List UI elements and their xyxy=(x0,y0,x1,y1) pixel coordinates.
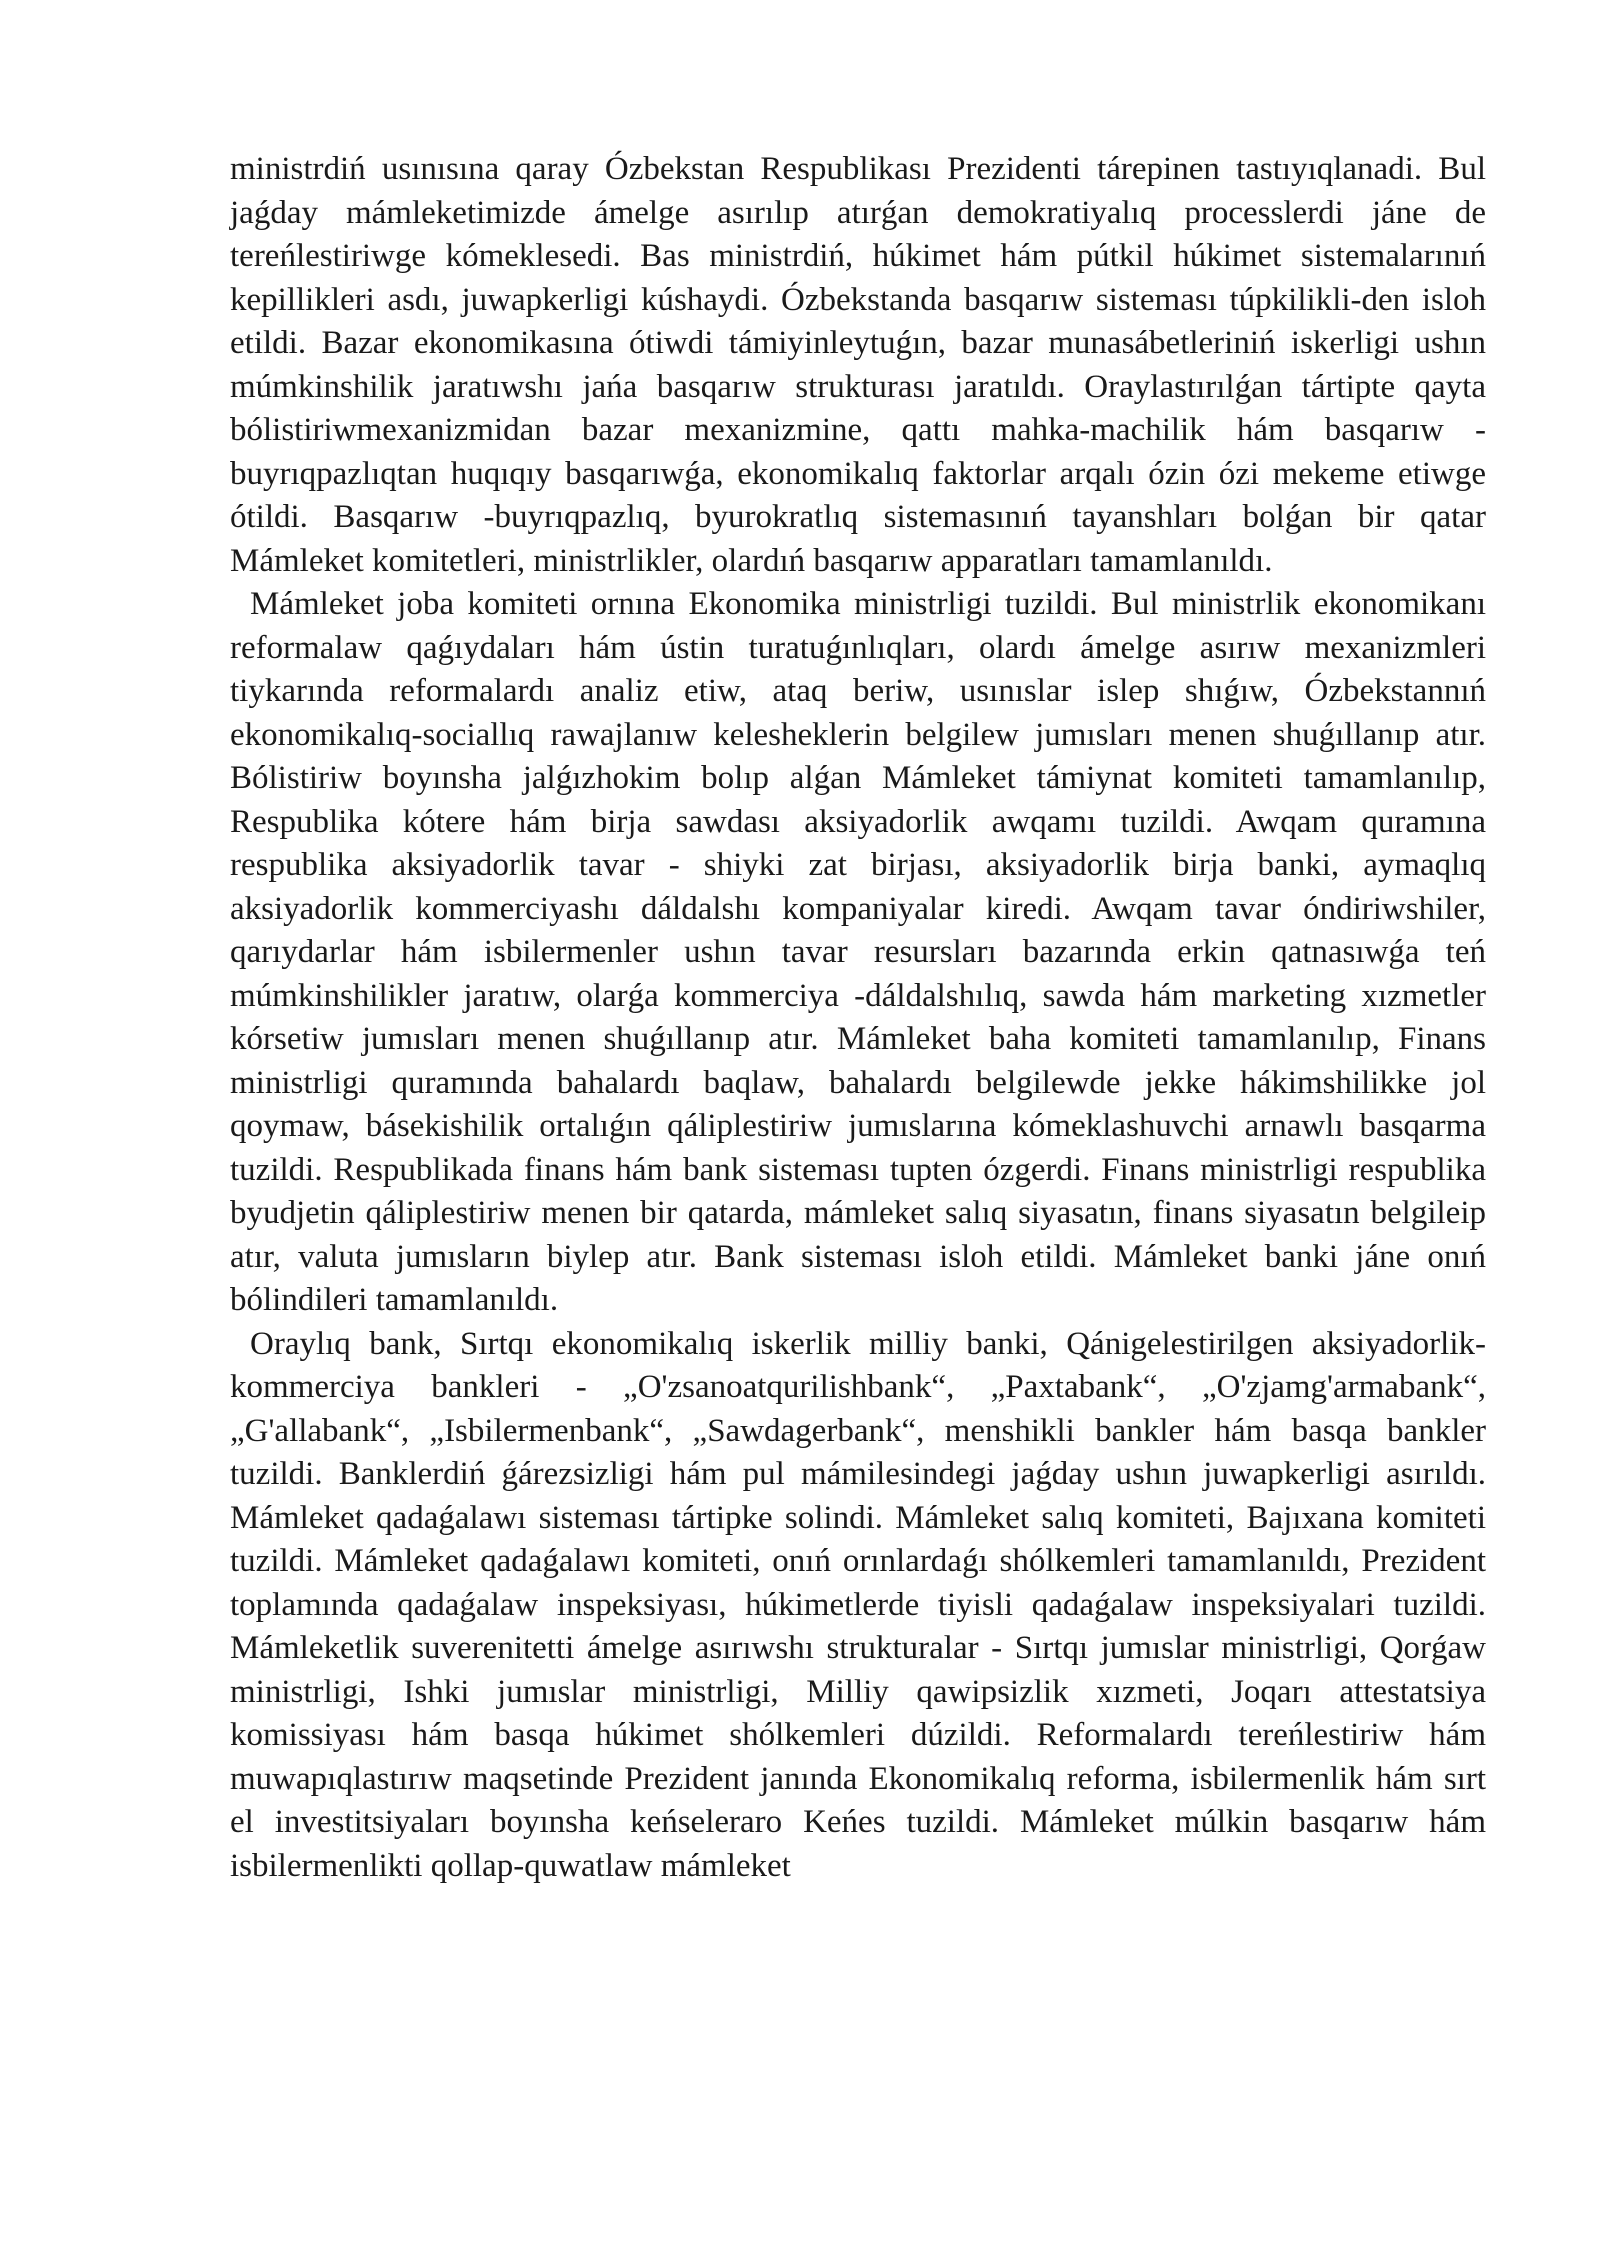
paragraph-2: Mámleket joba komiteti ornına Ekonomika ministrligi tuzildi. Bul ministrlik ekonomikanı reformalaw qaǵıydaları hám ústin turatuǵınlıqları, olardı ámelge asırıw mexanizmleri tiykarında reformalardı analiz etiw, ataq beriw, usınıslar islep shıǵıw, Ózbekstannıń ekonomikalıq-sociallıq rawajlanıw kelesheklerin belgilew jumısları menen shuǵıllanıp atır. Bólistiriw boyınsha jalǵızhokim bolıp alǵan Mámleket támiynat komiteti tamamlanılıp, Respublika kótere hám birja sawdası aksiyadorlik awqamı tuzildi. Awqam quramına respublika aksiyadorlik tavar - shiyki zat birjası, aksiyadorlik birja banki, aymaqlıq aksiyadorlik kommerciyashı dáldalshı kompaniyalar kiredi. Awqam tavar óndiriwshiler, qarıydarlar hám isbilermenler ushın tavar resursları bazarında erkin qatnasıwǵa teń múmkinshilikler jaratıw, olarǵa kommerciya -dáldalshılıq, sawda hám marketing xızmetler kórsetiw jumısları menen shuǵıllanıp atır. Mámleket baha komiteti tamamlanılıp, Finans ministrligi quramında bahalardı baqlaw, bahalardı belgilewde jekke hákimshilikke jol qoymaw, básekishilik ortalıǵın qáliplestiriw jumıslarına kómeklashuvchi arnawlı basqarma tuzildi. Respublikada finans hám bank sisteması tupten ózgerdi. Finans ministrligi respublika byudjetin qáliplestiriw menen bir qatarda, mámleket salıq siyasatın, finans siyasatın belgileip atır, valuta jumısların biylep atır. Bank sisteması isloh etildi. Mámleket banki jáne onıń bólindileri tamamlanıldı. xyxy=(230,586,1486,1318)
paragraph-1: ministrdiń usınısına qaray Ózbekstan Respublikası Prezidenti tárepinen tastıyıqlanadi. Bul jaǵday mámleketimizde ámelge asırılıp atırǵan demokratiyalıq processlerdi jáne de tereńlestiriwge kómeklesedi. Bas ministrdiń, húkimet hám pútkil húkimet sistemalarınıń kepillikleri asdı, juwapkerligi kúshaydi. Ózbekstanda basqarıw sisteması túpkilikli-den isloh etildi. Bazar ekonomikasına ótiwdi támiyinleytuǵın, bazar munasábetleriniń iskerligi ushın múmkinshilik jaratıwshı jańa basqarıw strukturası jaratıldı. Oraylastırılǵan tártipte qayta bólistiriwmexanizmidan bazar mexanizmine, qattı mahka-machilik hám basqarıw - buyrıqpazlıqtan huqıqıy basqarıwǵa, ekonomikalıq faktorlar arqalı ózin ózi mekeme etiwge ótildi. Basqarıw -buyrıqpazlıq, byurokratlıq sistemasınıń tayanshları bolǵan bir qatar Mámleket komitetleri, ministrlikler, olardıń basqarıw apparatları tamamlanıldı. xyxy=(230,151,1486,579)
document-page xyxy=(230,148,1486,1888)
paragraph-3: Oraylıq bank, Sırtqı ekonomikalıq iskerlik milliy banki, Qánigelestirilgen aksiyadorlik-kommerciya bankleri - „O'zsanoatqurilishbank“, „Paxtabank“, „O'zjamg'armabank“, „G'allabank“, „Isbilermenbank“, „Sawdagerbank“, menshikli bankler hám basqa bankler tuzildi. Banklerdiń ǵárezsizligi hám pul mámilesindegi jaǵday ushın juwapkerligi asırıldı. Mámleket qadaǵalawı sisteması tártipke solindi. Mámleket salıq komiteti, Bajıxana komiteti tuzildi. Mámleket qadaǵalawı komiteti, onıń orınlardaǵı shólkemleri tamamlanıldı, Prezident toplamında qadaǵalaw inspeksiyası, húkimetlerde tiyisli qadaǵalaw inspeksiyalari tuzildi. Mámleketlik suverenitetti ámelge asırıwshı strukturalar - Sırtqı jumıslar ministrligi, Qorǵaw ministrligi, Ishki jumıslar ministrligi, Milliy qawipsizlik xızmeti, Joqarı attestatsiya komissiyası hám basqa húkimet shólkemleri dúzildi. Reformalardı tereńlestiriw hám muwapıqlastırıw maqsetinde Prezident janında Ekonomikalıq reforma, isbilermenlik hám sırt el investitsiyaları boyınsha keńseleraro Keńes tuzildi. Mámleket múlkin basqarıw hám isbilermenlikti qollap-quwatlaw mámleket xyxy=(230,1325,1486,1884)
